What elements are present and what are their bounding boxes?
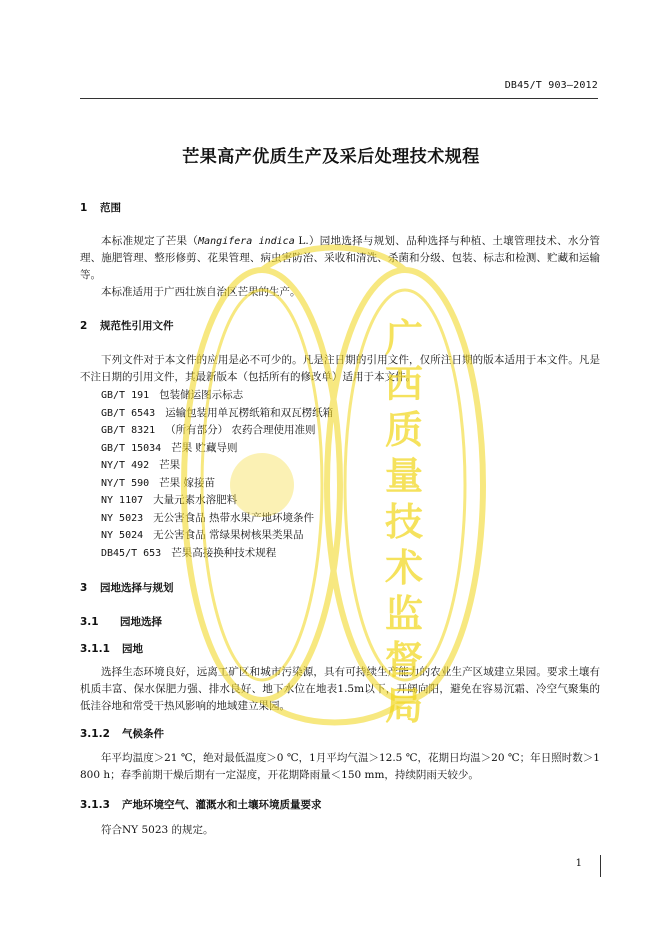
reference-item: [101, 387, 333, 405]
section-title: 范围: [100, 202, 121, 214]
reference-item: [101, 440, 333, 458]
section-title: 园地选择与规划: [100, 582, 174, 594]
reference-item: [101, 475, 333, 493]
reference-name: 无公害食品 热带水果产地环境条件: [153, 511, 314, 524]
scope-paragraph: [80, 233, 600, 284]
reference-name: 包装储运图示标志: [159, 389, 244, 401]
section-number: 3.1.3: [80, 799, 110, 811]
section-title: 产地环境空气、灌溉水和土壤环境质量要求: [122, 799, 322, 811]
reference-code: NY 1107: [101, 495, 144, 506]
reference-name: 运输包装用单瓦楞纸箱和双瓦楞纸箱: [165, 406, 334, 419]
standard-code: DB45/T 903—2012: [504, 80, 598, 91]
section-3-1-3-heading: [80, 797, 322, 812]
reference-list: [101, 387, 333, 562]
reference-code: GB/T 8321: [101, 425, 156, 436]
reference-item: [101, 422, 333, 440]
section-number: 3.1.1: [80, 643, 110, 655]
reference-code: GB/T 191: [101, 390, 150, 401]
reference-code: GB/T 15034: [101, 442, 162, 454]
reference-name: 芒果: [159, 459, 181, 471]
footer-rule: [600, 855, 601, 877]
scope-text-post: L.）园地选择与规划、品种选择与种植、土壤管理技术、水分管理、施肥管理、整形修剪、花果管理、病虫害防治、采收和清洗、杀菌和分级、包装、标志和检测、贮藏和运输等。: [80, 235, 600, 281]
reference-code: DB45/T 653: [101, 547, 162, 559]
reference-code: NY/T 492: [101, 460, 150, 471]
reference-name: 大量元素水溶肥料: [153, 494, 238, 506]
reference-item: [101, 545, 333, 563]
page-number: 1: [575, 858, 582, 869]
section-number: 1: [80, 202, 88, 214]
reference-item: [101, 405, 333, 423]
document-title: 芒果高产优质生产及采后处理技术规程: [182, 147, 480, 167]
environment-paragraph: 符合NY 5023 的规定。: [101, 824, 214, 836]
section-number: 3: [80, 582, 88, 594]
reference-name: （所有部分） 农药合理使用准则: [165, 424, 316, 436]
section-title: 规范性引用文件: [100, 320, 174, 332]
reference-item: [101, 510, 333, 528]
reference-item: [101, 457, 333, 475]
orchard-paragraph: 选择生态环境良好，远离工矿区和城市污染源，具有可持续生产能力的农业生产区域建立果园。要求土壤有机质丰富、保水保肥力强、排水良好、地下水位在地表1.5m以下，开阔向阳，避免在容易沉霜、冷空气聚集的低洼谷地和常受干热风影响的地域建立果园。: [80, 666, 600, 712]
climate-paragraph: 年平均温度＞21 ℃，绝对最低温度＞0 ℃，1月平均气温＞12.5 ℃，花期日均温＞20 ℃；年日照时数＞1 800 h；春季前期干燥后期有一定湿度，开花期降雨量＜150 mm，持续阴雨天较少。: [80, 752, 600, 781]
header-rule: [80, 98, 598, 99]
reference-item: [101, 492, 333, 510]
reference-code: GB/T 6543: [101, 407, 156, 419]
applicability-paragraph: 本标准适用于广西壮族自治区芒果的生产。: [101, 286, 301, 298]
section-number: 2: [80, 320, 88, 332]
section-3-heading: [80, 580, 174, 595]
reference-code: NY 5024: [101, 530, 144, 541]
reference-name: 无公害食品 常绿果树核果类果品: [153, 529, 304, 541]
section-title: 气候条件: [122, 728, 164, 740]
reference-name: 芒果高接换种技术规程: [171, 546, 277, 559]
reference-item: [101, 527, 333, 545]
section-3-1-1-heading: [80, 641, 143, 656]
scope-latin-name: Mangifera indica: [198, 236, 295, 247]
section-2-heading: [80, 318, 174, 333]
section-title: 园地: [122, 643, 143, 655]
reference-code: NY 5023: [101, 512, 144, 524]
watermark-text: 广西质量技术监督局: [384, 316, 423, 728]
reference-name: 芒果 贮藏导则: [171, 441, 238, 454]
reference-code: NY/T 590: [101, 477, 150, 489]
reference-name: 芒果 嫁接苗: [159, 476, 216, 489]
section-3-1-2-heading: [80, 726, 164, 741]
section-1-heading: [80, 200, 121, 215]
section-title: 园地选择: [120, 616, 162, 628]
section-3-1-heading: [80, 614, 162, 629]
references-intro-paragraph: 下列文件对于本文件的应用是必不可少的。凡是注日期的引用文件，仅所注日期的版本适用于本文件。凡是不注日期的引用文件，其最新版本（包括所有的修改单）适用于本文件。: [80, 354, 600, 383]
section-number: 3.1: [80, 616, 99, 628]
scope-text-pre: 本标准规定了芒果（: [101, 235, 199, 247]
section-number: 3.1.2: [80, 728, 110, 740]
